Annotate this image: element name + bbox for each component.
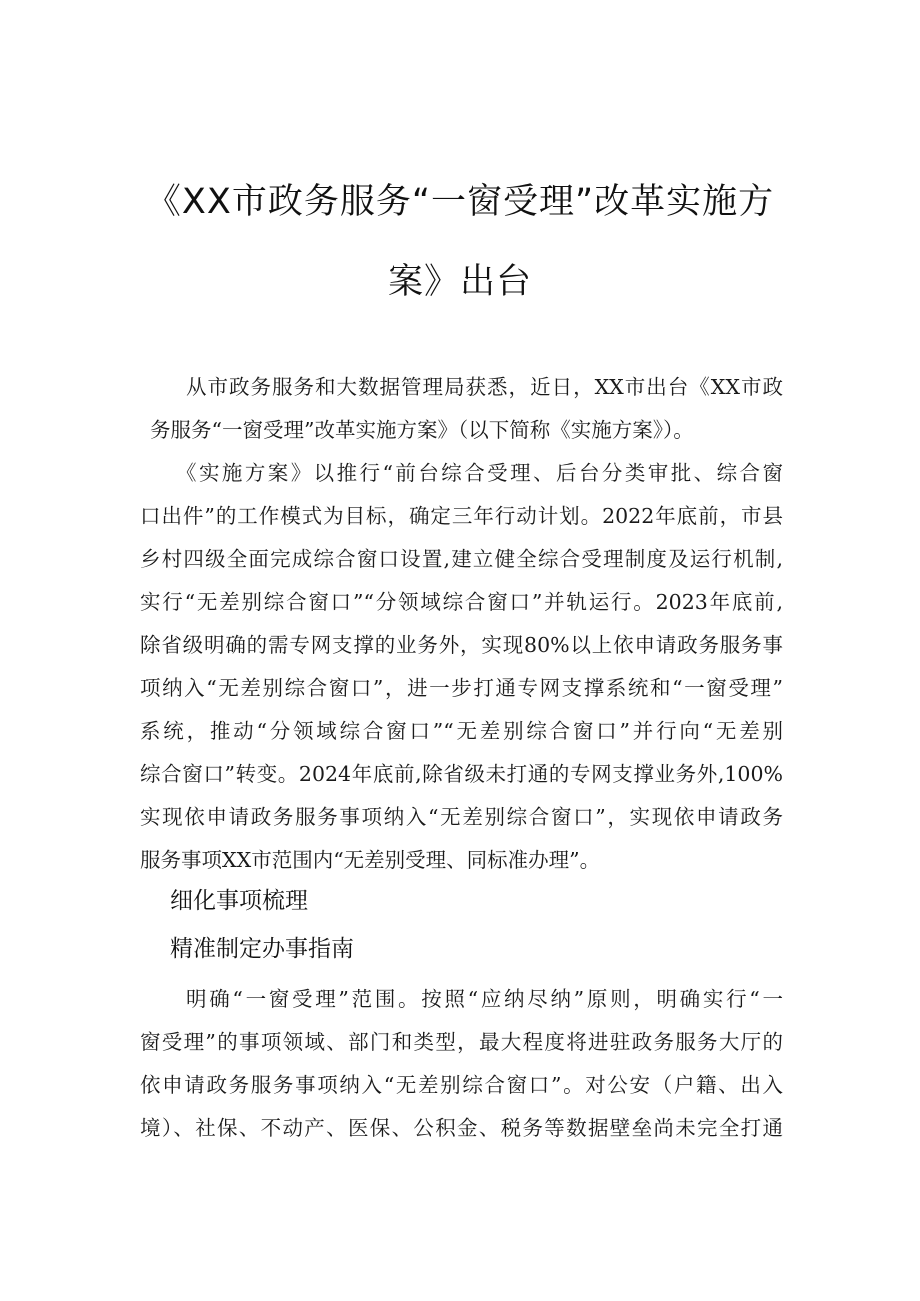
section-heading-1: 细化事项梳理 (170, 888, 308, 914)
paragraph-3-line-1: 明确“一窗受理”范围。按照“应纳尽纳”原则，明确实行“一 (186, 987, 783, 1011)
paragraph-2-line-3: 乡村四级全面完成综合窗口设置,建立健全综合受理制度及运行机制, (140, 547, 783, 571)
paragraph-1-line-1: 从市政务服务和大数据管理局获悉，近日，XX市出台《XX市政 (186, 375, 783, 399)
paragraph-2-line-1: 《实施方案》以推行“前台综合受理、后台分类审批、综合窗 (176, 461, 783, 485)
paragraph-2-line-2: 口出件”的工作模式为目标，确定三年行动计划。2022年底前，市县 (140, 504, 783, 528)
paragraph-1-line-2: 务服务“一窗受理”改革实施方案》（以下简称《实施方案》）。 (150, 418, 694, 442)
paragraph-3-line-3: 依申请政务服务事项纳入“无差别综合窗口”。对公安（户籍、出入 (140, 1073, 783, 1097)
section-heading-2: 精准制定办事指南 (170, 936, 354, 962)
paragraph-3-line-4: 境）、社保、不动产、医保、公积金、税务等数据壁垒尚未完全打通 (140, 1116, 783, 1140)
paragraph-2-line-10: 服务事项XX市范围内“无差别受理、同标准办理”。 (140, 848, 601, 872)
paragraph-2-line-4: 实行“无差别综合窗口”“分领域综合窗口”并轨运行。2023年底前, (140, 590, 783, 614)
document-title-line-1: 《XX市政务服务“一窗受理”改革实施方 (145, 182, 775, 222)
paragraph-3-line-2: 窗受理”的事项领域、部门和类型，最大程度将进驻政务服务大厅的 (140, 1030, 783, 1054)
paragraph-2-line-8: 综合窗口”转变。2024年底前,除省级未打通的专网支撑业务外,100% (140, 762, 783, 786)
paragraph-2-line-7: 系统，推动“分领域综合窗口”“无差别综合窗口”并行向“无差别 (140, 719, 783, 743)
document-title-line-2: 案》出台 (387, 262, 532, 302)
paragraph-2-line-9: 实现依申请政务服务事项纳入“无差别综合窗口”，实现依申请政务 (140, 805, 783, 829)
paragraph-2-line-6: 项纳入“无差别综合窗口”，进一步打通专网支撑系统和“一窗受理” (140, 676, 783, 700)
paragraph-2-line-5: 除省级明确的需专网支撑的业务外，实现80%以上依申请政务服务事 (140, 633, 783, 657)
